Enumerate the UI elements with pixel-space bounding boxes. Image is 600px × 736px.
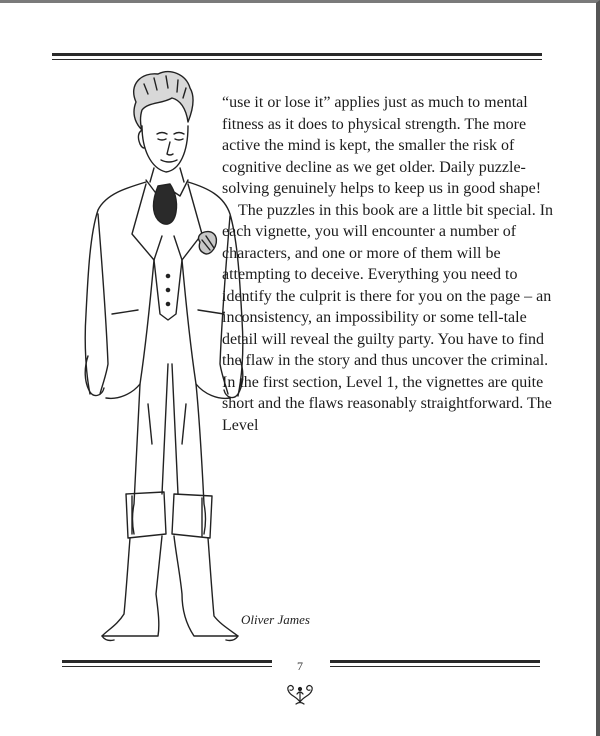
bottom-rule-left (62, 660, 272, 670)
body-text (222, 92, 557, 436)
bottom-rule-right (330, 660, 540, 670)
paragraph-levels: In the first section, Level 1, the vignettes are quite short and the flaws reasonably straightforward. The Level (222, 373, 552, 434)
fleuron-ornament-icon (284, 682, 316, 706)
page-number: 7 (297, 659, 303, 673)
illustration-caption: Oliver James (241, 612, 310, 627)
paragraph-puzzles: The puzzles in this book are a little bit special. In each vignette, you will encounter a number of characters, and one or more of them will be attempting to deceive. Everything you need to identify the culprit is there for you on the page – an inconsistency, an impossibility or some tell-tale detail will reveal the guilty party. You have to find the flaw in the story and thus uncover the criminal. (222, 201, 554, 369)
paragraph-intro: “use it or lose it” applies just as much to mental fitness as it does to physical strength. The more active the mind is kept, the smaller the risk of cognitive decline as we get older. Daily puzzle-solving genuinely helps to keep us in good shape! (222, 94, 542, 197)
top-double-rule (52, 53, 542, 60)
